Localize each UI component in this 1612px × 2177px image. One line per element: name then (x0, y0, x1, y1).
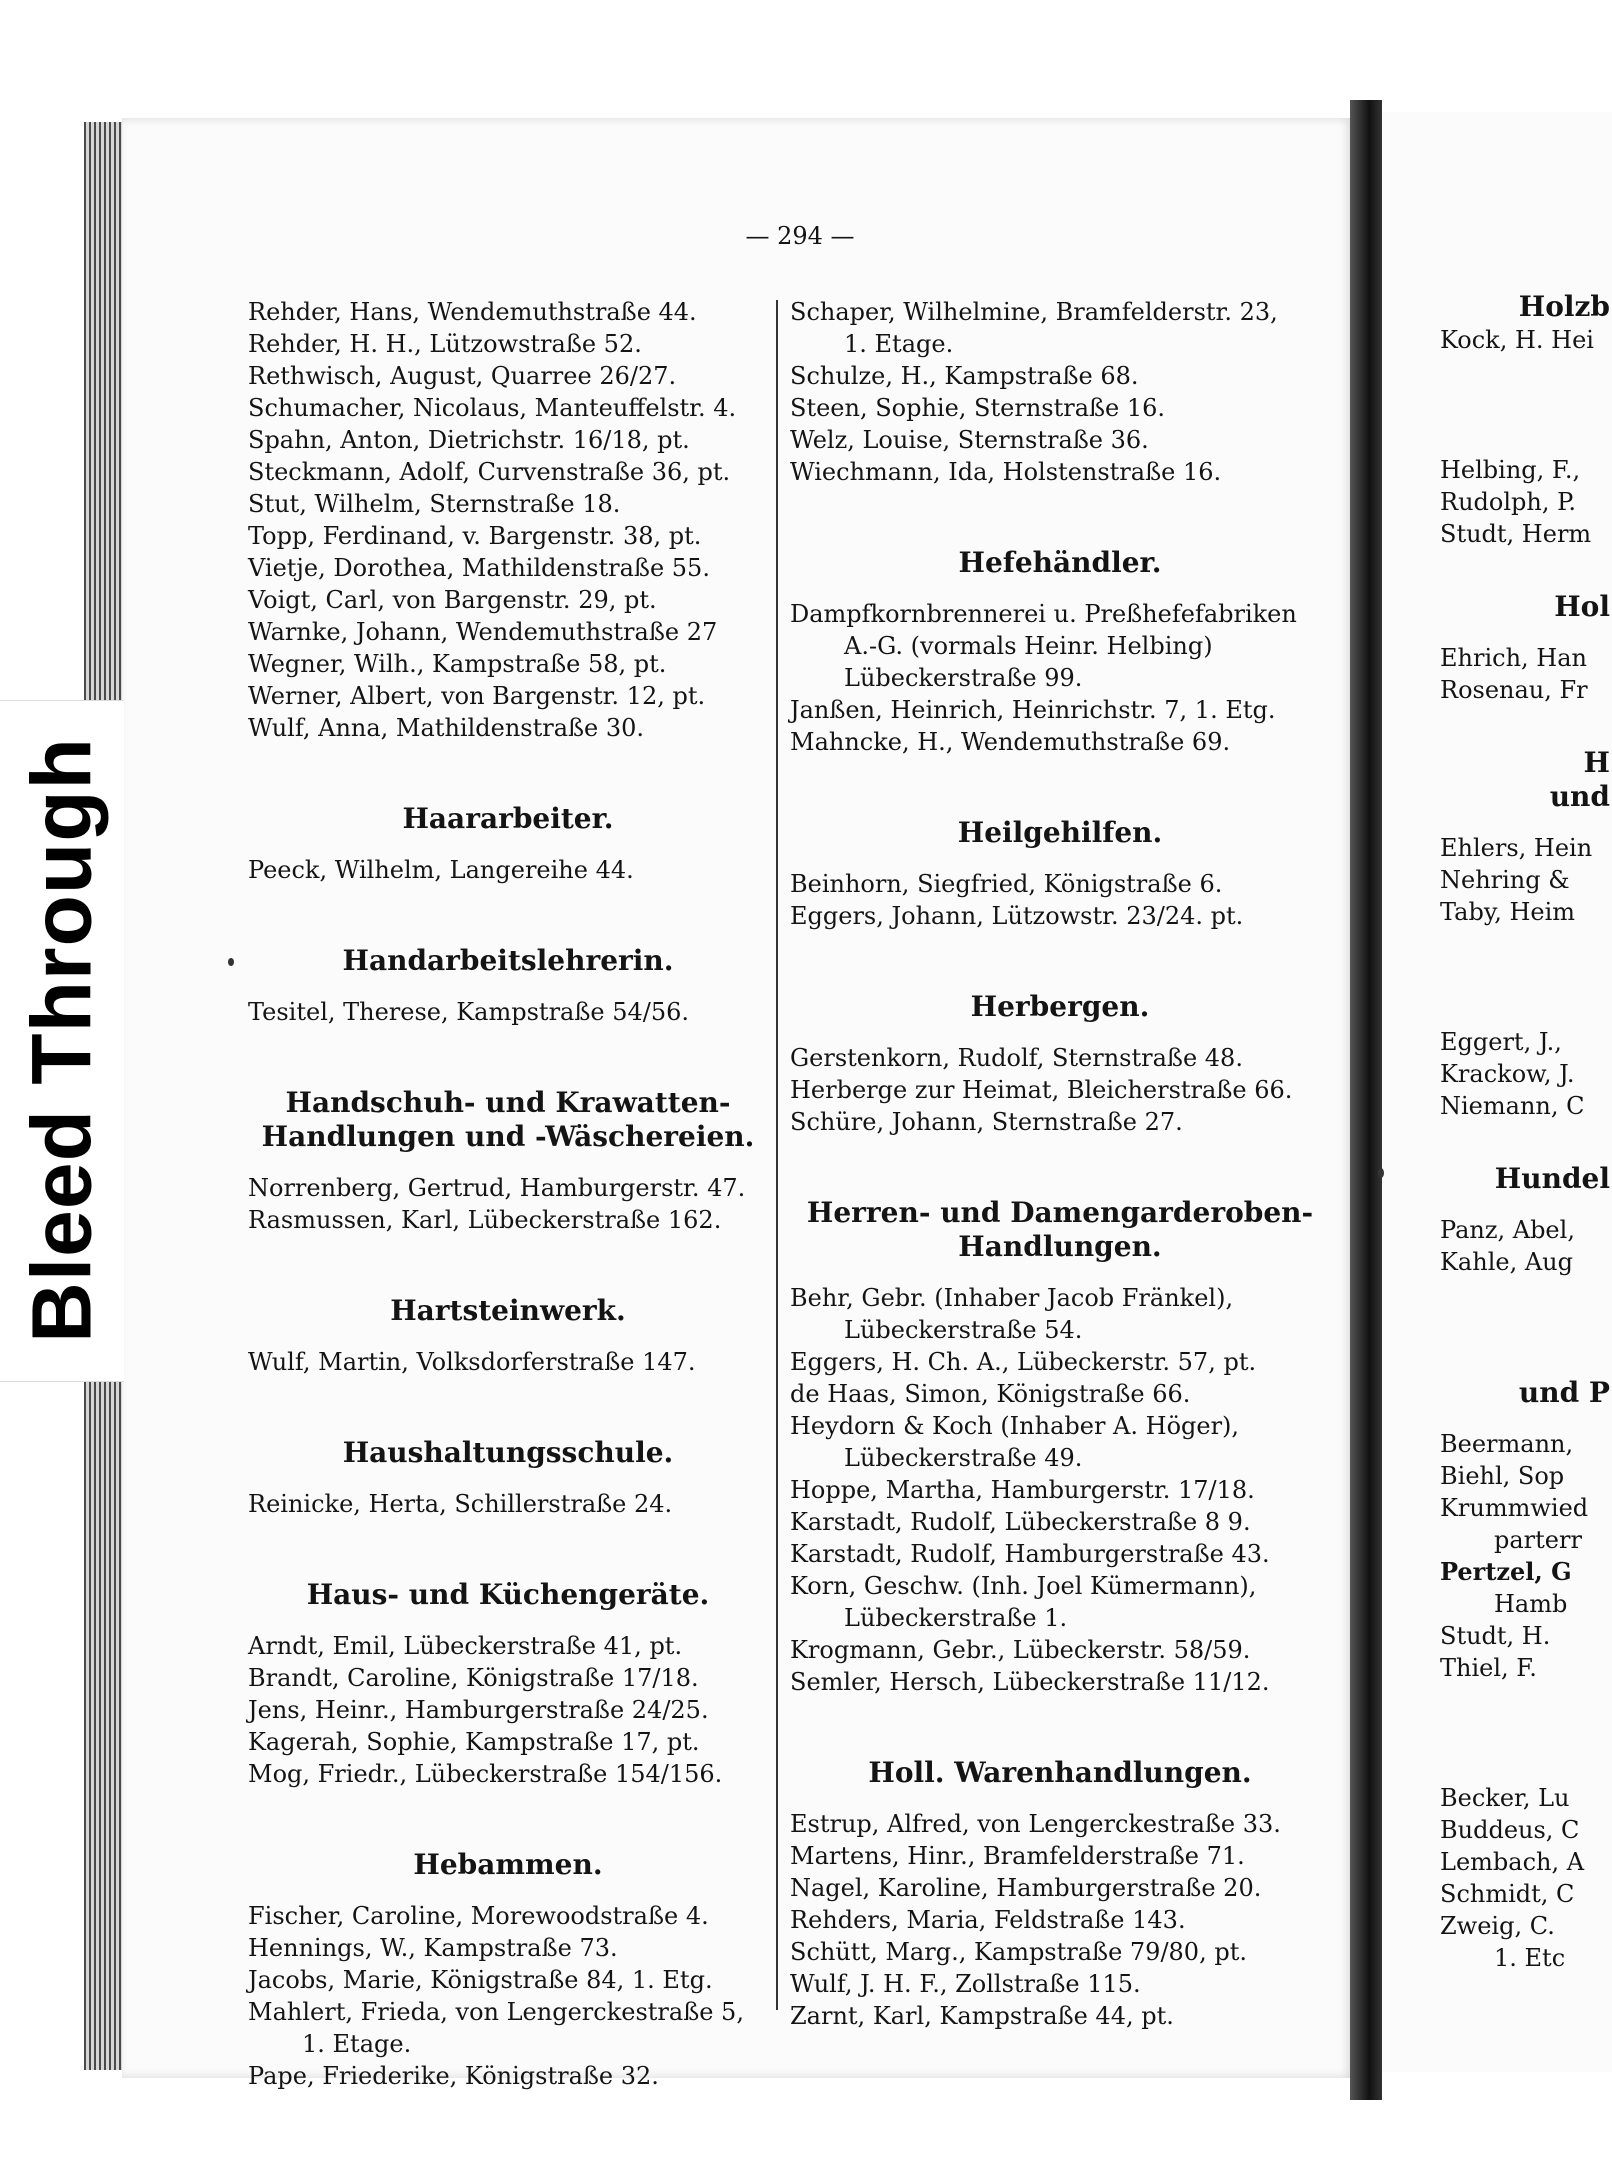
directory-entry: Thiel, F. (1440, 1654, 1537, 1682)
directory-entry: Nehring & (1440, 866, 1570, 894)
spacer (1440, 706, 1610, 746)
directory-entry: Semler, Hersch, Lübeckerstraße 11/12. (790, 1668, 1270, 1696)
directory-entry: Helbing, F., (1440, 456, 1581, 484)
directory-entry: Zweig, C. (1440, 1912, 1555, 1940)
category-heading: Haushaltungsschule. (342, 1436, 674, 1469)
directory-entry: Ehlers, Hein (1440, 834, 1593, 862)
category-heading: Haus- und Küchengeräte. (306, 1578, 710, 1611)
directory-entry: Jens, Heinr., Hamburgerstraße 24/25. (248, 1696, 709, 1724)
spacer (1440, 814, 1610, 832)
directory-entry: Warnke, Johann, Wendemuthstraße 27 (248, 618, 718, 646)
spacer (790, 488, 1330, 546)
directory-entry: Eggert, J., (1440, 1028, 1562, 1056)
spacer (790, 580, 1330, 598)
directory-entry: Spahn, Anton, Dietrichstr. 16/18, pt. (248, 426, 690, 454)
directory-entry: Schaper, Wilhelmine, Bramfelderstr. 23, (790, 298, 1278, 326)
directory-entry: Karstadt, Rudolf, Lübeckerstraße 8 9. (790, 1508, 1251, 1536)
directory-entry: Topp, Ferdinand, v. Bargenstr. 38, pt. (248, 522, 702, 550)
spacer (248, 978, 768, 996)
directory-entry: Dampfkornbrennerei u. Preßhefefabriken (790, 600, 1297, 628)
category-heading: Herren- und Damengarderoben- (806, 1196, 1314, 1229)
directory-entry: Eggers, Johann, Lützowstr. 23/24. pt. (790, 902, 1244, 930)
spacer (248, 1470, 768, 1488)
directory-entry: Behr, Gebr. (Inhaber Jacob Fränkel), (790, 1284, 1234, 1312)
directory-entry: Becker, Lu (1440, 1784, 1570, 1812)
directory-entry: Steckmann, Adolf, Curvenstraße 36, pt. (248, 458, 731, 486)
directory-entry: Taby, Heim (1440, 898, 1576, 926)
category-heading: Handarbeitslehrerin. (342, 944, 674, 977)
directory-entry: Vietje, Dorothea, Mathildenstraße 55. (248, 554, 710, 582)
directory-entry: Lembach, A (1440, 1848, 1585, 1876)
directory-entry: Herberge zur Heimat, Bleicherstraße 66. (790, 1076, 1293, 1104)
middle-column (790, 296, 1330, 2032)
directory-entry: Mahlert, Frieda, von Lengerckestraße 5, (248, 1998, 744, 2026)
directory-entry: Wulf, J. H. F., Zollstraße 115. (790, 1970, 1141, 1998)
directory-entry: Panz, Abel, (1440, 1216, 1575, 1244)
directory-entry: Mahncke, H., Wendemuthstraße 69. (790, 728, 1231, 756)
spacer (790, 1138, 1330, 1196)
directory-entry: Mog, Friedr., Lübeckerstraße 154/156. (248, 1760, 723, 1788)
directory-entry: Gerstenkorn, Rudolf, Sternstraße 48. (790, 1044, 1243, 1072)
directory-entry: Biehl, Sop (1440, 1462, 1565, 1490)
directory-entry: Ehrich, Han (1440, 644, 1587, 672)
spacer (248, 1378, 768, 1436)
directory-entry: Krummwied (1440, 1494, 1589, 1522)
directory-entry: Werner, Albert, von Bargenstr. 12, pt. (248, 682, 706, 710)
directory-entry: Schmidt, C (1440, 1880, 1575, 1908)
directory-entry: Pape, Friederike, Königstraße 32. (248, 2062, 659, 2090)
spacer (790, 932, 1330, 990)
category-heading: Hebammen. (413, 1848, 603, 1881)
spacer (248, 886, 768, 944)
directory-entry: Lübeckerstraße 49. (844, 1444, 1083, 1472)
spacer (248, 1612, 768, 1630)
directory-entry: Lübeckerstraße 1. (844, 1604, 1068, 1632)
directory-entry: Janßen, Heinrich, Heinrichstr. 7, 1. Etg. (790, 696, 1276, 724)
directory-entry: Hoppe, Martha, Hamburgerstr. 17/18. (790, 1476, 1255, 1504)
category-heading: Heilgehilfen. (957, 816, 1163, 849)
directory-entry: Lübeckerstraße 99. (844, 664, 1083, 692)
category-heading: Handlungen und -Wäschereien. (261, 1120, 755, 1153)
category-heading: Handschuh- und Krawatten- (285, 1086, 731, 1119)
directory-entry: Martens, Hinr., Bramfelderstraße 71. (790, 1842, 1245, 1870)
directory-entry: Eggers, H. Ch. A., Lübeckerstr. 57, pt. (790, 1348, 1257, 1376)
directory-entry: Studt, Herm (1440, 520, 1592, 548)
category-heading: Haararbeiter. (402, 802, 614, 835)
directory-entry: Wegner, Wilh., Kampstraße 58, pt. (248, 650, 667, 678)
category-heading: Handlungen. (958, 1230, 1162, 1263)
spacer (248, 1882, 768, 1900)
directory-entry: Schütt, Marg., Kampstraße 79/80, pt. (790, 1938, 1247, 1966)
directory-entry: 1. Etc (1494, 1944, 1566, 1972)
spacer (1440, 1122, 1610, 1162)
spacer (1440, 1742, 1610, 1782)
directory-entry: Beinhorn, Siegfried, Königstraße 6. (790, 870, 1223, 898)
directory-entry: Krogmann, Gebr., Lübeckerstr. 58/59. (790, 1636, 1251, 1664)
directory-entry: Voigt, Carl, von Bargenstr. 29, pt. (248, 586, 657, 614)
spacer (248, 836, 768, 854)
ink-speck (1378, 1168, 1384, 1178)
directory-entry: Rehder, Hans, Wendemuthstraße 44. (248, 298, 697, 326)
category-heading: Hefehändler. (958, 546, 1162, 579)
directory-entry: Rethwisch, August, Quarree 26/27. (248, 362, 677, 390)
category-heading: Hol (1554, 590, 1610, 623)
category-heading: und P (1518, 1376, 1610, 1409)
directory-entry: Kahle, Aug (1440, 1248, 1573, 1276)
directory-entry: de Haas, Simon, Königstraße 66. (790, 1380, 1191, 1408)
spacer (790, 758, 1330, 816)
directory-entry: Fischer, Caroline, Morewoodstraße 4. (248, 1902, 709, 1930)
column-divider (776, 300, 778, 2010)
directory-entry: Korn, Geschw. (Inh. Joel Kümermann), (790, 1572, 1257, 1600)
directory-entry: Rasmussen, Karl, Lübeckerstraße 162. (248, 1206, 722, 1234)
directory-entry: Beermann, (1440, 1430, 1574, 1458)
spacer (790, 850, 1330, 868)
directory-entry: Hamb (1494, 1590, 1568, 1618)
directory-entry: Zarnt, Karl, Kampstraße 44, pt. (790, 2002, 1174, 2030)
spacer (1440, 1278, 1610, 1336)
directory-entry: Niemann, C (1440, 1092, 1585, 1120)
directory-entry: Kock, H. Hei (1440, 326, 1594, 354)
directory-entry: Steen, Sophie, Sternstraße 16. (790, 394, 1166, 422)
directory-entry: Nagel, Karoline, Hamburgerstraße 20. (790, 1874, 1262, 1902)
directory-entry: Rehders, Maria, Feldstraße 143. (790, 1906, 1186, 1934)
directory-entry: Krackow, J. (1440, 1060, 1575, 1088)
category-heading: Herbergen. (970, 990, 1150, 1023)
directory-entry: Norrenberg, Gertrud, Hamburgerstr. 47. (248, 1174, 746, 1202)
left-column (248, 296, 768, 2092)
spacer (1440, 624, 1610, 642)
directory-entry: Studt, H. (1440, 1622, 1551, 1650)
directory-entry: Hennings, W., Kampstraße 73. (248, 1934, 618, 1962)
directory-entry: Wulf, Anna, Mathildenstraße 30. (248, 714, 645, 742)
directory-entry: Buddeus, C (1440, 1816, 1580, 1844)
directory-entry: 1. Etage. (844, 330, 954, 358)
category-heading: Holl. Warenhandlungen. (868, 1756, 1252, 1789)
category-heading: Hartsteinwerk. (390, 1294, 626, 1327)
directory-entry: Heydorn & Koch (Inhaber A. Höger), (790, 1412, 1240, 1440)
directory-entry: Rehder, H. H., Lützowstraße 52. (248, 330, 642, 358)
directory-entry: Schüre, Johann, Sternstraße 27. (790, 1108, 1183, 1136)
spacer (248, 744, 768, 802)
spacer (1440, 1196, 1610, 1214)
directory-entry: Pertzel, G (1440, 1557, 1572, 1586)
directory-entry: Stut, Wilhelm, Sternstraße 18. (248, 490, 621, 518)
directory-entry: Rosenau, Fr (1440, 676, 1588, 704)
book-gutter (1350, 100, 1382, 2100)
right-column-fragment (1440, 290, 1610, 1974)
directory-entry: Kagerah, Sophie, Kampstraße 17, pt. (248, 1728, 700, 1756)
directory-entry: Peeck, Wilhelm, Langereihe 44. (248, 856, 634, 884)
spacer (1440, 356, 1610, 414)
directory-entry: Tesitel, Therese, Kampstraße 54/56. (248, 998, 689, 1026)
directory-entry: Karstadt, Rudolf, Hamburgerstraße 43. (790, 1540, 1270, 1568)
spacer (248, 1790, 768, 1848)
spacer (790, 1698, 1330, 1756)
spacer (1440, 986, 1610, 1026)
directory-entry: Wulf, Martin, Volksdorferstraße 147. (248, 1348, 696, 1376)
bleed-through-label: Bleed Through (14, 737, 109, 1343)
directory-entry: 1. Etage. (302, 2030, 412, 2058)
directory-entry: Welz, Louise, Sternstraße 36. (790, 426, 1149, 454)
directory-entry: A.-G. (vormals Heinr. Helbing) (844, 632, 1213, 660)
ink-speck (228, 958, 234, 966)
spacer (248, 1520, 768, 1578)
spacer (248, 1154, 768, 1172)
spacer (1440, 1684, 1610, 1742)
spacer (1440, 1336, 1610, 1376)
spacer (1440, 550, 1610, 590)
directory-entry: Reinicke, Herta, Schillerstraße 24. (248, 1490, 673, 1518)
spacer (248, 1328, 768, 1346)
category-heading: Hundel (1494, 1162, 1610, 1195)
spacer (1440, 414, 1610, 454)
directory-entry: Estrup, Alfred, von Lengerckestraße 33. (790, 1810, 1281, 1838)
directory-entry: Schulze, H., Kampstraße 68. (790, 362, 1139, 390)
directory-entry: Jacobs, Marie, Königstraße 84, 1. Etg. (248, 1966, 713, 1994)
directory-entry: Brandt, Caroline, Königstraße 17/18. (248, 1664, 699, 1692)
spacer (248, 1236, 768, 1294)
directory-entry: Arndt, Emil, Lübeckerstraße 41, pt. (248, 1632, 683, 1660)
directory-entry: Schumacher, Nicolaus, Manteuffelstr. 4. (248, 394, 737, 422)
category-heading: Holzb (1518, 290, 1610, 323)
directory-entry: Wiechmann, Ida, Holstenstraße 16. (790, 458, 1222, 486)
directory-entry: Lübeckerstraße 54. (844, 1316, 1083, 1344)
category-heading: und (1549, 780, 1610, 813)
spacer (1440, 1410, 1610, 1428)
spacer (1440, 928, 1610, 986)
spacer (790, 1264, 1330, 1282)
directory-entry: parterr (1494, 1526, 1582, 1554)
page-number: — 294 — (745, 222, 855, 250)
spacer (248, 1028, 768, 1086)
category-heading: H (1583, 746, 1610, 779)
directory-entry: Rudolph, P. (1440, 488, 1577, 516)
spacer (790, 1024, 1330, 1042)
spacer (790, 1790, 1330, 1808)
